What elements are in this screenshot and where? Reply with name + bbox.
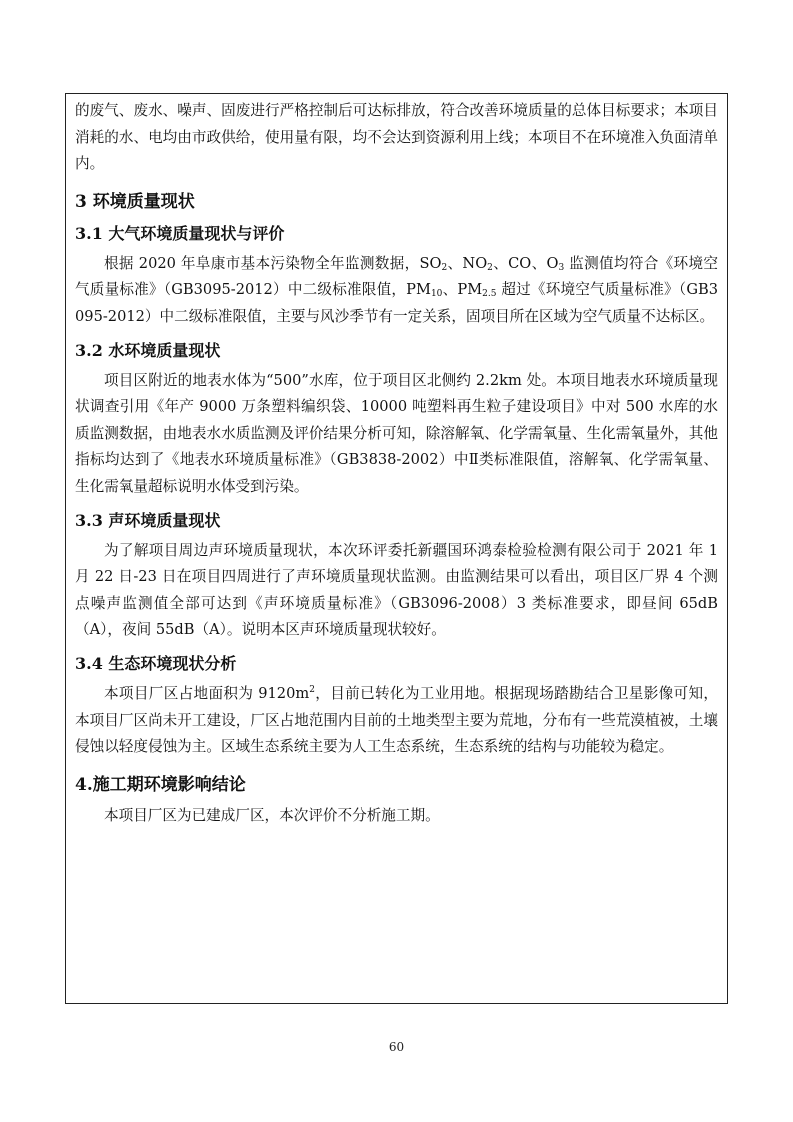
text-run: 根据 2020 年阜康市基本污染物全年监测数据，SO bbox=[104, 254, 442, 272]
section-3-3-heading: 3.3 声环境质量现状 bbox=[75, 510, 221, 530]
text-run: 、NO bbox=[447, 254, 488, 272]
text-run: 、CO、O bbox=[492, 254, 559, 272]
section-3-1-paragraph bbox=[75, 251, 718, 331]
text-run: 超过《环境空气质量标准》（GB3095-2012）中二级标准限值，主要与风沙季节有一定关系，固项目所在区域为空气质量不达标区。 bbox=[75, 281, 719, 325]
text-run: ，目前已转化为工业用地。根据现场踏勘结合卫星影像可知，本项目厂区尚未开工建设，厂区占地范围内目前的土地类型主要为荒地，分布有一些荒漠植被，土壤侵蚀以轻度侵蚀为主。区域生态系统主要为人工生态系统，生态系统的结构与功能较为稳定。 bbox=[75, 684, 718, 756]
section-3-heading: 3 环境质量现状 bbox=[75, 191, 195, 212]
text-run: 本项目厂区占地面积为 9120m bbox=[104, 684, 310, 702]
subscript: 2 bbox=[441, 262, 448, 273]
section-4-heading: 4.施工期环境影响结论 bbox=[75, 774, 246, 795]
section-3-2-paragraph: 项目区附近的地表水体为“500”水库，位于项目区北侧约 2.2km 处。本项目地表水环境质量现状调查引用《年产 9000 万条塑料编织袋、10000 吨塑料再生粒子建设项目》中对 500 水库的水质监测数据，由地表水水质监测及评价结果分析可知，除溶解氧、化学需氧量、生化需氧量外，其他指标均达到了《地表水环境质量标准》（GB3838-2002）中Ⅱ类标准限值，溶解氧、化学需氧量、生化需氧量超标说明水体受到污染。 bbox=[75, 371, 718, 495]
subscript: 3 bbox=[558, 262, 565, 273]
intro-paragraph: 的废气、废水、噪声、固废进行严格控制后可达标排放，符合改善环境质量的总体目标要求；本项目消耗的水、电均由市政供给，使用量有限，均不会达到资源利用上线；本项目不在环境准入负面清单内。 bbox=[75, 102, 718, 173]
section-3-2-heading: 3.2 水环境质量现状 bbox=[75, 340, 221, 360]
subscript: 10 bbox=[430, 289, 443, 300]
section-3-1-heading: 3.1 大气环境质量现状与评价 bbox=[75, 223, 285, 243]
content-frame bbox=[65, 93, 728, 1004]
section-3-4-heading: 3.4 生态环境现状分析 bbox=[75, 653, 237, 673]
subscript: 2.5 bbox=[482, 289, 497, 300]
section-4-paragraph: 本项目厂区为已建成厂区，本次评价不分析施工期。 bbox=[104, 806, 440, 824]
subscript: 2 bbox=[487, 262, 493, 273]
text-run: 监测值均符合《环境空气质量标准》（GB3095-2012）中二级标准限值，PM bbox=[75, 254, 718, 299]
section-3-4-paragraph bbox=[75, 681, 718, 761]
superscript: 2 bbox=[309, 684, 315, 695]
text-run: 、PM bbox=[442, 281, 483, 299]
section-3-3-paragraph: 为了解项目周边声环境质量现状，本次环评委托新疆国环鸿泰检验检测有限公司于 2021 年 1 月 22 日-23 日在项目四周进行了声环境质量现状监测。由监测结果可以看出，项目区厂界 4 个测点噪声监测值全部可达到《声环境质量标准》（GB3096-2008）3 类标准要求，即昼间 65dB（A），夜间 55dB（A）。说明本区声环境质量现状较好。 bbox=[75, 541, 718, 639]
page-number: 60 bbox=[388, 1040, 405, 1054]
